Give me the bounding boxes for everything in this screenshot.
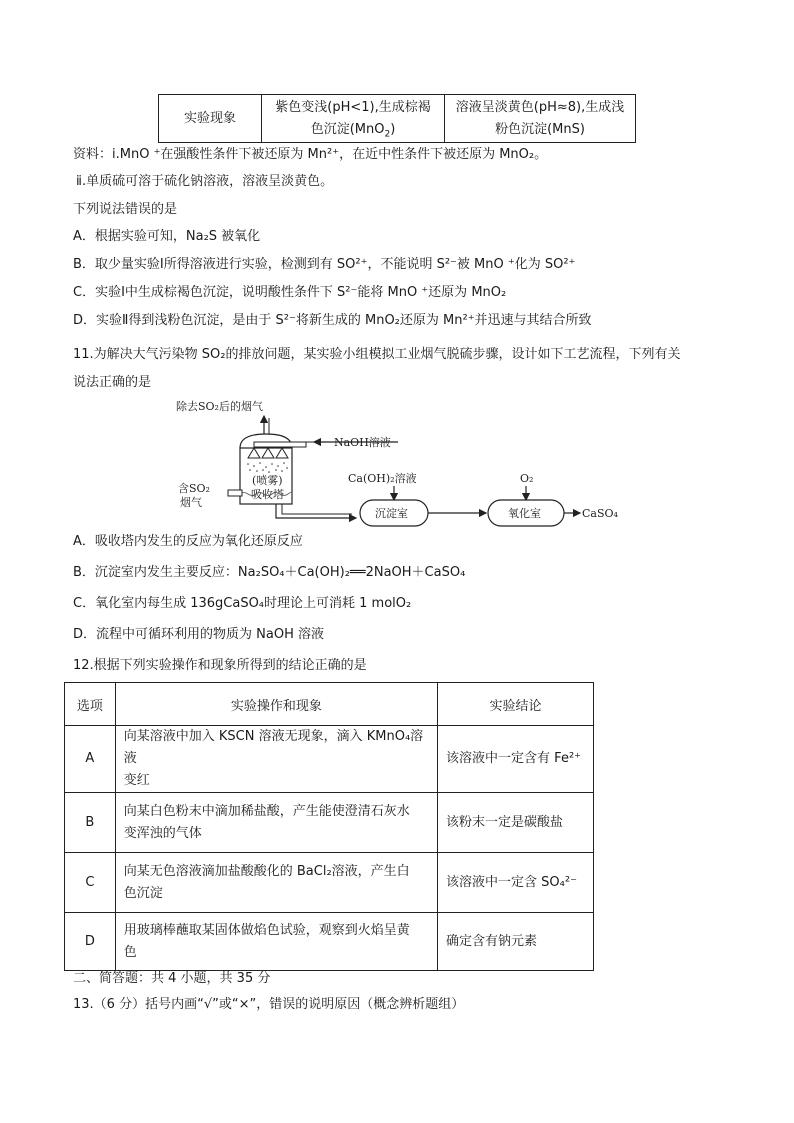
desulfurization-process-diagram <box>168 396 648 528</box>
row-option: C <box>65 853 116 913</box>
row-operation: 向某无色溶液滴加盐酸酸化的 BaCl₂溶液，产生白 色沉淀 <box>115 853 437 913</box>
inlet-label-2: 烟气 <box>180 496 202 509</box>
q10-stem: 下列说法错误的是 <box>73 202 178 217</box>
resource-line-2: ⅱ.单质硫可溶于硫化钠溶液，溶液呈淡黄色。 <box>76 174 334 189</box>
inlet-pipe <box>228 490 242 496</box>
q10-option-a: A．根据实验可知，Na₂S 被氧化 <box>73 229 261 244</box>
precipitation-room-label: 沉淀室 <box>375 507 408 520</box>
row-operation: 用玻璃棒蘸取某固体做焰色试验，观察到火焰呈黄 色 <box>115 913 437 971</box>
observation-col1-line2: 色沉淀(MnO$_2$) <box>310 121 396 140</box>
row-option: B <box>65 793 116 853</box>
row-conclusion: 确定含有钠元素 <box>438 913 594 971</box>
observation-col2-line2: 粉色沉淀(MnS) <box>495 121 585 137</box>
table-row <box>65 913 594 971</box>
inlet-label-1: 含SO₂ <box>178 482 210 495</box>
q12-stem: 12.根据下列实验操作和现象所得到的结论正确的是 <box>73 658 367 673</box>
row-conclusion: 该粉末一定是碳酸盐 <box>438 793 594 853</box>
tower-label-2: 吸收塔 <box>251 488 284 501</box>
q11-stem-line1: 11.为解决大气污染物 SO₂的排放问题，某实验小组模拟工业烟气脱硫步骤，设计如下工艺流程，下列有关 <box>73 347 681 362</box>
caoh-label: Ca(OH)₂溶液 <box>348 472 417 485</box>
table-row <box>65 726 594 793</box>
q10-option-d: D．实验Ⅱ得到浅粉色沉淀，是由于 S²⁻将新生成的 MnO₂还原为 Mn²⁺并迅速与其结合所致 <box>73 313 592 328</box>
table-row <box>65 793 594 853</box>
q10-option-c: C．实验Ⅰ中生成棕褐色沉淀，说明酸性条件下 S²⁻能将 MnO ⁺还原为 MnO₂ <box>73 285 507 300</box>
naoh-label: NaOH溶液 <box>334 436 391 449</box>
oxidation-room-label: 氧化室 <box>508 507 541 520</box>
o2-label: O₂ <box>520 472 534 485</box>
q11-option-c: C．氧化室内每生成 136gCaSO₄时理论上可消耗 1 molO₂ <box>73 596 412 611</box>
observation-col1 <box>262 95 445 143</box>
row-operation: 向某白色粉末中滴加稀盐酸，产生能使澄清石灰水 变浑浊的气体 <box>115 793 437 853</box>
q13-stem: 13.（6 分）括号内画“√”或“×”，错误的说明原因（概念辨析题组） <box>73 997 465 1012</box>
q11-option-b: B．沉淀室内发生主要反应：Na₂SO₄＋Ca(OH)₂══2NaOH＋CaSO₄ <box>73 565 466 580</box>
q11-option-a: A．吸收塔内发生的反应为氧化还原反应 <box>73 534 303 549</box>
row-option: D <box>65 913 116 971</box>
product-label: CaSO₄ <box>582 507 618 520</box>
resource-line-1: 资料：ⅰ.MnO ⁺在强酸性条件下被还原为 Mn²⁺，在近中性条件下被还原为 MnO₂。 <box>73 147 548 162</box>
q12-header-option: 选项 <box>65 683 116 726</box>
observation-col2 <box>445 95 636 143</box>
observation-label: 实验现象 <box>159 95 262 143</box>
row-conclusion: 该溶液中一定含 SO₄²⁻ <box>438 853 594 913</box>
row-option: A <box>65 726 116 793</box>
experiment-observation-table <box>158 94 636 143</box>
q11-stem-line2: 说法正确的是 <box>73 375 152 390</box>
row-conclusion: 该溶液中一定含有 Fe²⁺ <box>438 726 594 793</box>
exhaust-label: 除去SO₂后的烟气 <box>176 400 263 413</box>
q12-header-conclusion: 实验结论 <box>438 683 594 726</box>
q12-header-operation: 实验操作和现象 <box>115 683 437 726</box>
q12-table <box>64 682 594 971</box>
observation-col2-line1: 溶液呈淡黄色(pH≈8),生成浅 <box>455 99 625 115</box>
row-operation: 向某溶液中加入 KSCN 溶液无现象，滴入 KMnO₄溶液 变红 <box>115 726 437 793</box>
section-2-heading: 二、简答题：共 4 小题，共 35 分 <box>73 971 271 986</box>
q11-option-d: D．流程中可循环利用的物质为 NaOH 溶液 <box>73 627 324 642</box>
table-row <box>65 853 594 913</box>
q12-table-header <box>65 683 594 726</box>
q10-option-b: B．取少量实验Ⅰ所得溶液进行实验，检测到有 SO²⁺，不能说明 S²⁻被 MnO ⁺化为 SO²⁺ <box>73 257 576 272</box>
tower-label-1: (喷雾) <box>252 474 283 487</box>
observation-col1-line1: 紫色变浅(pH<1),生成棕褐 <box>275 99 431 115</box>
